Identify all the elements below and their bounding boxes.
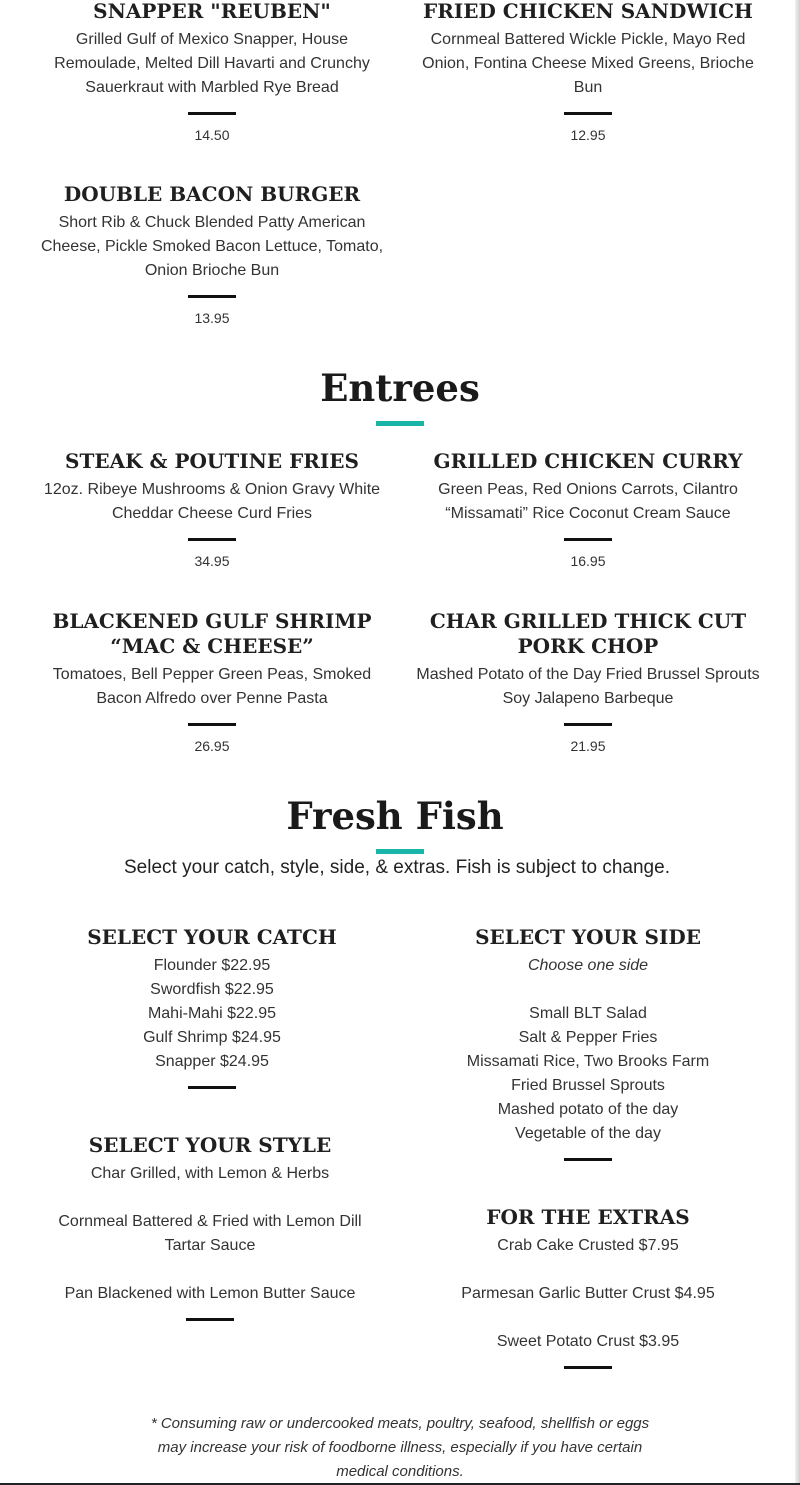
item-name: FRIED CHICKEN SANDWICH [423,0,753,23]
divider [188,723,236,726]
catch-list [32,954,392,1074]
list-item: Vegetable of the day [515,1125,661,1142]
item-name: SNAPPER "REUBEN" [93,0,331,23]
list-item: Missamati Rice, Two Brooks Farm [466,1053,710,1070]
divider [564,723,612,726]
item-name: STEAK & POUTINE FRIES [65,449,359,473]
menu-item-double-bacon-burger [32,182,392,327]
item-name: DOUBLE BACON BURGER [63,182,361,206]
list-spacer [44,1186,376,1210]
list-item: Swordfish $22.95 [150,981,274,998]
divider [188,295,236,298]
list-spacer [408,978,768,1002]
list-spacer [408,1258,768,1282]
item-description: Green Peas, Red Onions Carrots, Cilantro “Missamati” Rice Coconut Cream Sauce [438,481,738,522]
menu-item-fried-chicken-sandwich [408,0,768,144]
block-title: FOR THE EXTRAS [486,1205,690,1229]
divider [564,1366,612,1369]
side-list [408,954,768,1146]
section-title-entrees: Entrees [320,366,480,410]
fish-select-side [408,925,768,1161]
health-disclaimer: * Consuming raw or undercooked meats, poultry, seafood, shellfish or eggs may increase your risk of foodborne illness, especially if you have certain medical conditions. [150,1415,650,1480]
item-description: Cornmeal Battered Wickle Pickle, Mayo Red Onion, Fontina Cheese Mixed Greens, Brioche Bun [422,31,754,96]
list-item: Fried Brussel Sprouts [511,1077,665,1094]
list-spacer [408,1306,768,1330]
menu-item-snapper-reuben [32,0,392,144]
list-item: Cornmeal Battered & Fried with Lemon Dill Tartar Sauce [58,1213,362,1254]
item-name: CHAR GRILLED THICK CUT PORK CHOP [429,609,747,658]
list-item: Salt & Pepper Fries [518,1029,658,1046]
list-spacer [44,1258,376,1282]
list-item: Sweet Potato Crust $3.95 [496,1333,680,1350]
divider [564,112,612,115]
menu-item-chicken-curry [408,449,768,570]
item-price: 12.95 [570,127,606,143]
divider [188,112,236,115]
item-price: 13.95 [194,310,230,326]
page-edge-shadow [795,0,800,1485]
item-description: Tomatoes, Bell Pepper Green Peas, Smoked Bacon Alfredo over Penne Pasta [52,666,372,707]
menu-item-steak-poutine [32,449,392,570]
section-accent-bar [376,849,424,854]
item-name: GRILLED CHICKEN CURRY [433,449,743,473]
item-price: 21.95 [570,738,606,754]
divider [188,1086,236,1089]
block-title: SELECT YOUR STYLE [88,1133,332,1157]
list-item: Mahi-Mahi $22.95 [147,1005,277,1022]
list-item: Flounder $22.95 [153,957,271,974]
divider [188,538,236,541]
item-description: Short Rib & Chuck Blended Patty American Cheese, Pickle Smoked Bacon Lettuce, Tomato, Onion Brioche Bun [40,214,384,279]
list-item: Gulf Shrimp $24.95 [143,1029,281,1046]
divider [186,1318,234,1321]
item-price: 34.95 [194,553,230,569]
item-description: 12oz. Ribeye Mushrooms & Onion Gravy White Cheddar Cheese Curd Fries [43,481,381,522]
style-list [30,1162,390,1306]
section-accent-bar [376,421,424,426]
list-item: Small BLT Salad [529,1005,647,1022]
menu-item-blackened-shrimp [32,609,392,755]
fish-select-catch [32,925,392,1089]
list-item: Pan Blackened with Lemon Butter Sauce [64,1285,356,1302]
list-item: Mashed potato of the day [497,1101,679,1118]
divider [564,1158,612,1161]
item-price: 14.50 [194,127,230,143]
menu-item-pork-chop [408,609,768,755]
item-price: 26.95 [194,738,230,754]
section-subtitle: Select your catch, style, side, & extras. Fish is subject to change. [124,857,670,878]
item-description: Mashed Potato of the Day Fried Brussel Sprouts Soy Jalapeno Barbeque [416,666,760,707]
fish-select-style [30,1133,390,1321]
section-title-fresh-fish: Fresh Fish [286,794,504,838]
item-name: BLACKENED GULF SHRIMP “MAC & CHEESE” [52,609,372,658]
list-item: Crab Cake Crusted $7.95 [497,1237,679,1254]
extras-list [408,1234,768,1354]
item-price: 16.95 [570,553,606,569]
side-note: Choose one side [527,957,649,974]
list-item: Snapper $24.95 [155,1053,269,1070]
block-title: SELECT YOUR CATCH [87,925,337,949]
block-title: SELECT YOUR SIDE [475,925,701,949]
list-item: Char Grilled, with Lemon & Herbs [90,1165,330,1182]
item-description: Grilled Gulf of Mexico Snapper, House Remoulade, Melted Dill Havarti and Crunchy Sauerkraut with Marbled Rye Bread [54,31,370,96]
divider [564,538,612,541]
list-item: Parmesan Garlic Butter Crust $4.95 [461,1285,715,1302]
fish-extras [408,1205,768,1369]
